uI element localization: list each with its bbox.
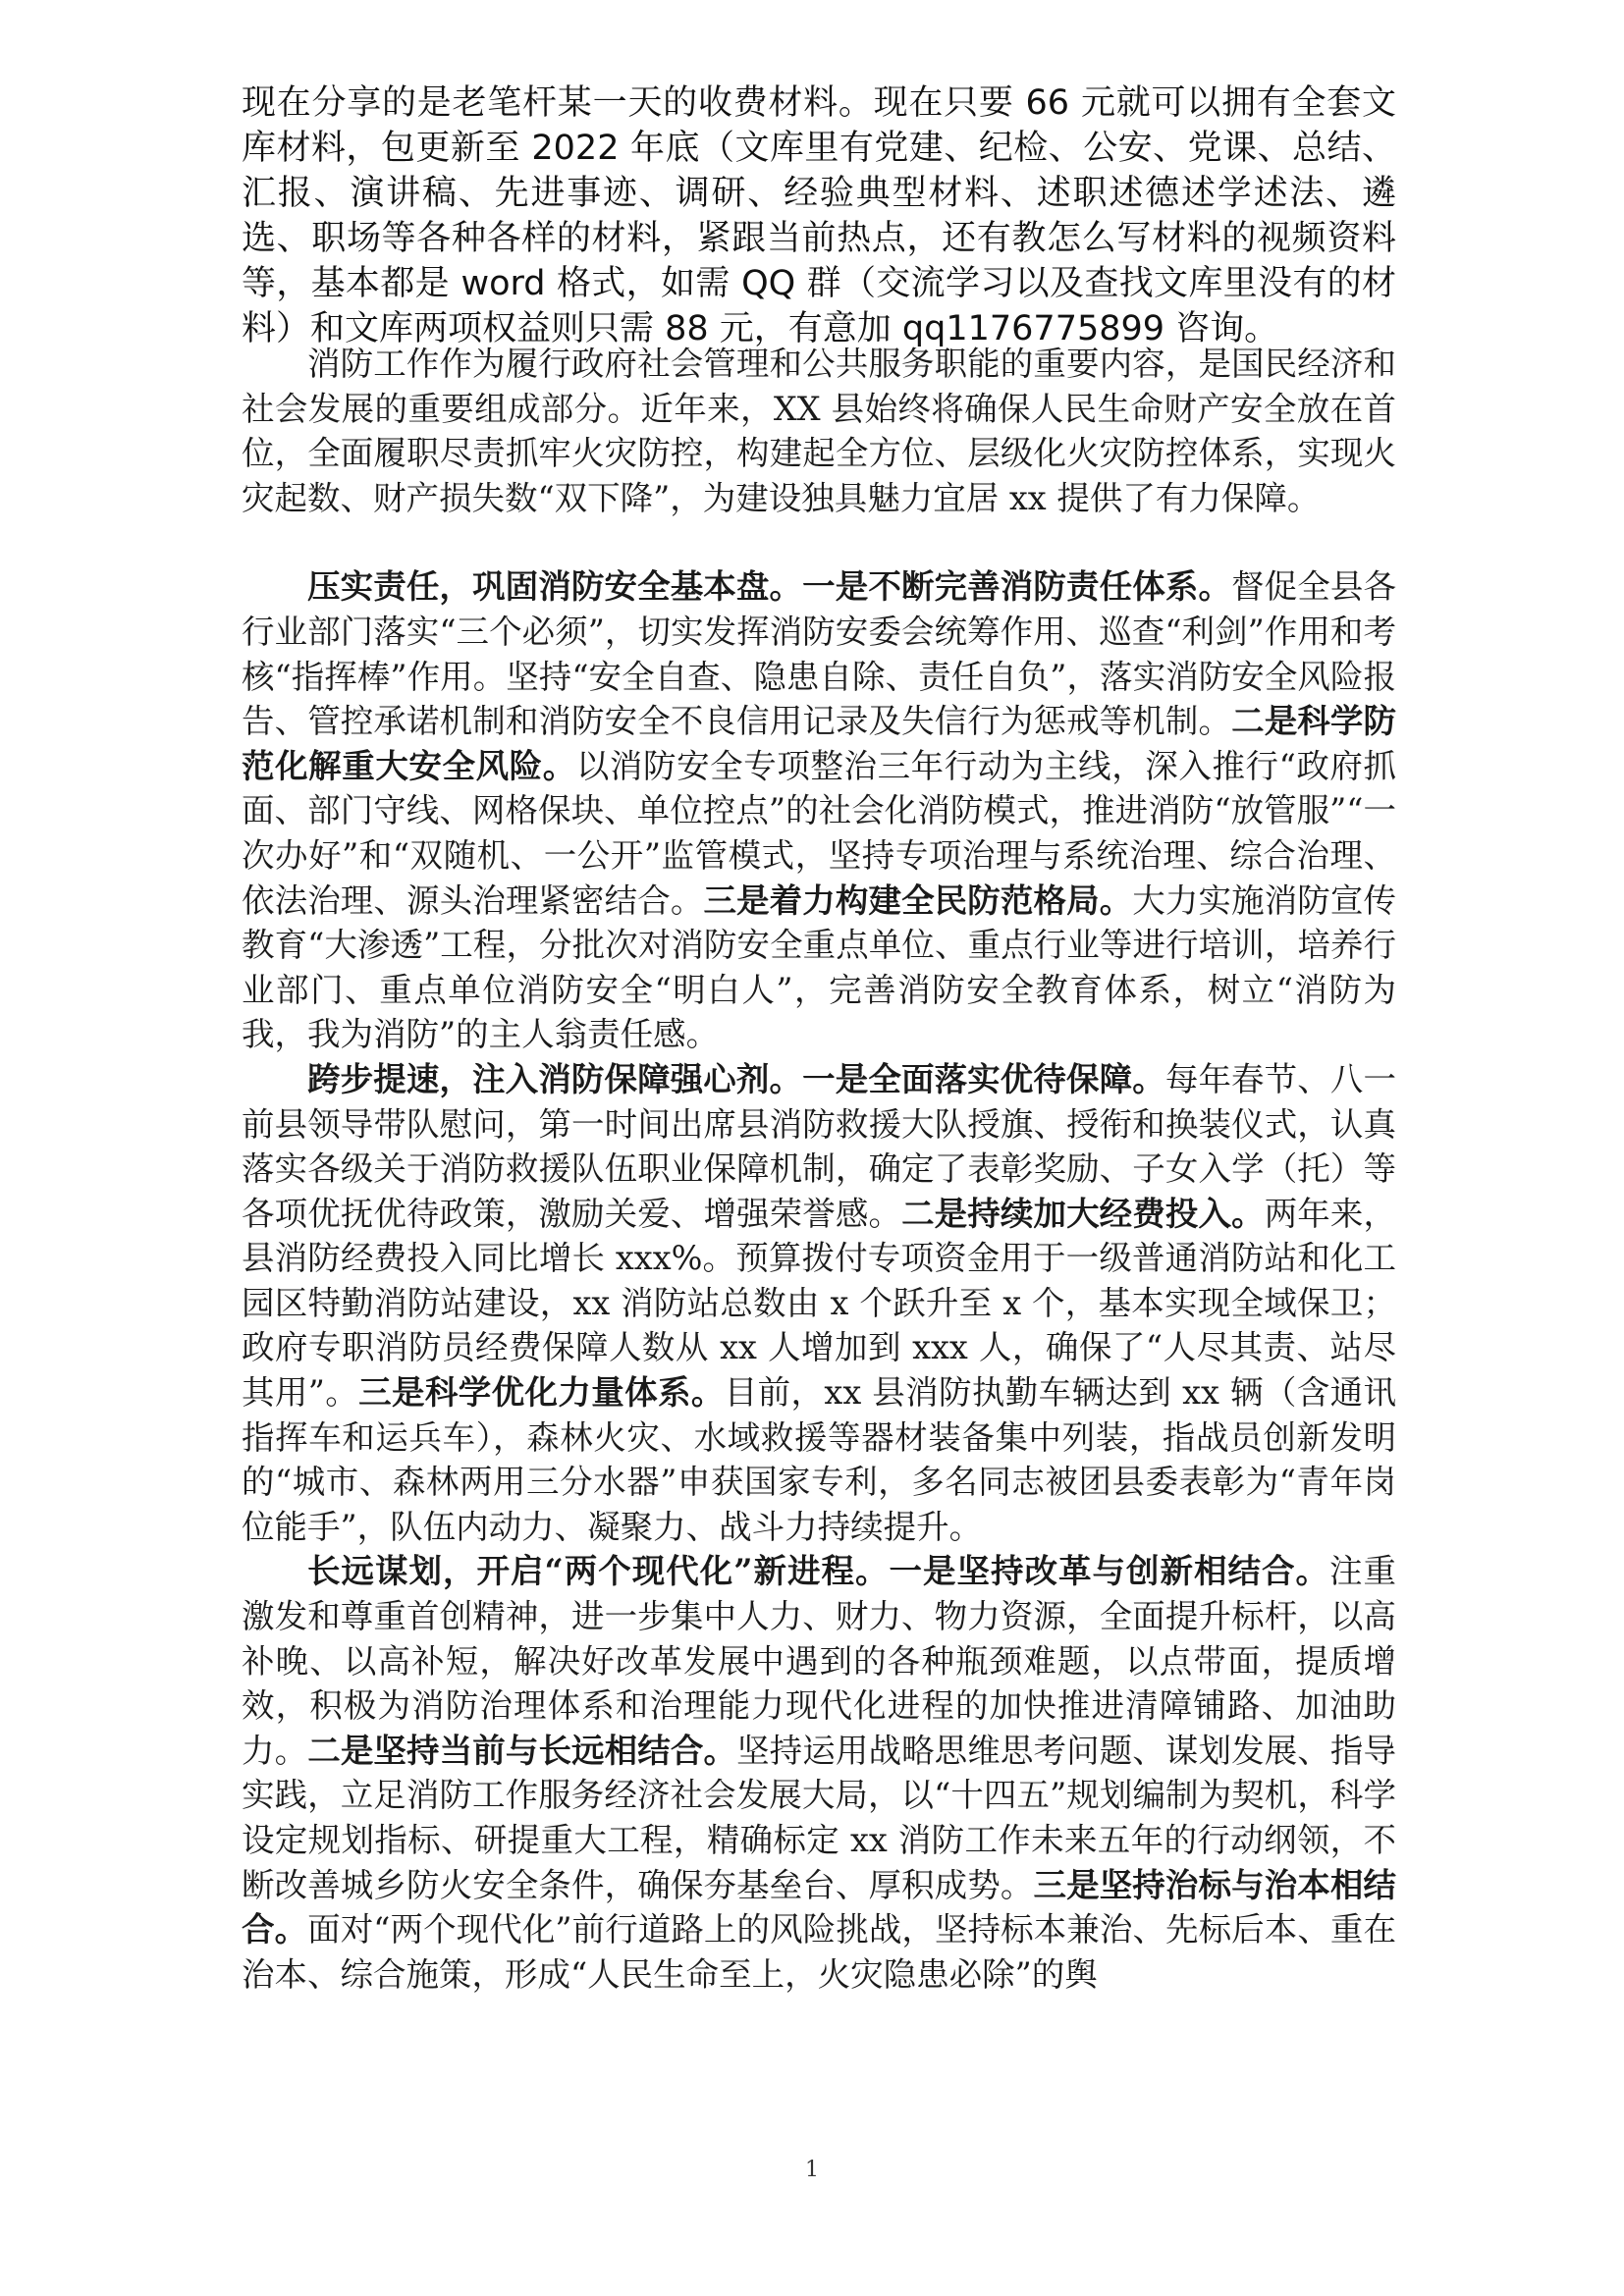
point-lead: 一是全面落实优待保障。 (802, 1059, 1165, 1098)
point-text: 督促全县各行业部门落实“三个必须”，切实发挥消防安委会统筹作用、巡查“利剑”作用和考核“指挥棒”作用。坚持“安全自查、隐患自除、责任自负”，落实消防安全风险报告、管控承诺机制和消防安全不良信用记录及失信行为惩戒等机制。 (242, 567, 1396, 741)
point-lead: 三是着力构建全民防范格局。 (703, 881, 1133, 920)
point-text: 面对“两个现代化”前行道路上的风险挑战，坚持标本兼治、先标后本、重在治本、综合施策，形成“人民生命至上，火灾隐患必除”的舆 (242, 1910, 1396, 1994)
section-paragraph (242, 1549, 1396, 1997)
section-heading: 跨步提速，注入消防保障强心剂。 (307, 1059, 803, 1098)
promo-notice: 现在分享的是老笔杆某一天的收费材料。现在只要 66 元就可以拥有全套文库材料，包更新至 2022 年底（文库里有党建、纪检、公安、党课、总结、汇报、演讲稿、先进事迹、调研、经验典型材料、述职述德述学述法、遴选、职场等各种各样的材料，紧跟当前热点，还有教怎么写材料的视频资料等，基本都是 word 格式，如需 QQ 群（交流学习以及查找文库里没有的材料）和文库两项权益则只需 88 元，有意加 qq1176775899 咨询。 (242, 83, 1396, 348)
section-heading: 压实责任，巩固消防安全基本盘。 (307, 567, 803, 607)
section-heading: 长远谋划，开启“两个现代化”新进程。 (307, 1552, 890, 1591)
point-text: 两年来，县消防经费投入同比增长 xxx%。预算拨付专项资金用于一级普通消防站和化工园区特勤消防站建设，xx 消防站总数由 x 个跃升至 x 个，基本实现全域保卫；政府专职消防员经费保障人数从 xx 人增加到 xxx 人，确保了“人尽其责、站尽其用”。 (242, 1194, 1397, 1413)
point-lead: 一是坚持改革与创新相结合。 (889, 1552, 1329, 1591)
point-lead: 二是坚持当前与长远相结合。 (307, 1731, 737, 1770)
point-lead: 一是不断完善消防责任体系。 (802, 567, 1232, 607)
point-lead: 二是科学防范化解重大安全风险。 (242, 702, 1397, 785)
point-lead: 三是坚持治标与治本相结合。 (242, 1865, 1397, 1949)
page-number: 1 (805, 2158, 819, 2182)
point-text: 以消防安全专项整治三年行动为主线，深入推行“政府抓面、部门守线、网格保块、单位控点”的社会化消防模式，推进消防“放管服”“一次办好”和“双随机、一公开”监管模式，坚持专项治理与系统治理、综合治理、依法治理、源头治理紧密结合。 (242, 746, 1396, 920)
point-text: 每年春节、八一前县领导带队慰问，第一时间出席县消防救援大队授旗、授衔和换装仪式，认真落实各级关于消防救援队伍职业保障机制，确定了表彰奖励、子女入学（托）等各项优抚优待政策，激励关爱、增强荣誉感。 (242, 1059, 1396, 1233)
point-text: 大力实施消防宣传教育“大渗透”工程，分批次对消防安全重点单位、重点行业等进行培训，培养行业部门、重点单位消防安全“明白人”，完善消防安全教育体系，树立“消防为我，我为消防”的主人翁责任感。 (242, 881, 1397, 1054)
intro-paragraph: 消防工作作为履行政府社会管理和公共服务职能的重要内容，是国民经济和社会发展的重要组成部分。近年来，XX 县始终将确保人民生命财产安全放在首位，全面履职尽责抓牢火灾防控，构建起全方位、层级化火灾防控体系，实现火灾起数、财产损失数“双下降”，为建设独具魅力宜居 xx 提供了有力保障。 (242, 345, 1396, 517)
point-text: 坚持运用战略思维思考问题、谋划发展、指导实践，立足消防工作服务经济社会发展大局，以“十四五”规划编制为契机，科学设定规划指标、研提重大工程，精确标定 xx 消防工作未来五年的行动纲领，不断改善城乡防火安全条件，确保夯基垒台、厚积成势。 (242, 1731, 1397, 1904)
document-body (242, 342, 1396, 1997)
point-lead: 三是科学优化力量体系。 (358, 1373, 725, 1413)
point-text: 注重激发和尊重首创精神，进一步集中人力、财力、物力资源，全面提升标杆，以高补晚、以高补短，解决好改革发展中遇到的各种瓶颈难题，以点带面，提质增效，积极为消防治理体系和治理能力现代化进程的加快推进清障铺路、加油助力。 (242, 1552, 1396, 1770)
section-paragraph (242, 1057, 1396, 1550)
section-paragraph (242, 564, 1396, 1057)
point-lead: 二是持续加大经费投入。 (901, 1194, 1265, 1233)
point-text: 目前，xx 县消防执勤车辆达到 xx 辆（含通讯指挥车和运兵车），森林火灾、水域救援等器材装备集中列装，指战员创新发明的“城市、森林两用三分水器”申获国家专利，多名同志被团县委表彰为“青年岗位能手”，队伍内动力、凝聚力、战斗力持续提升。 (242, 1373, 1396, 1546)
